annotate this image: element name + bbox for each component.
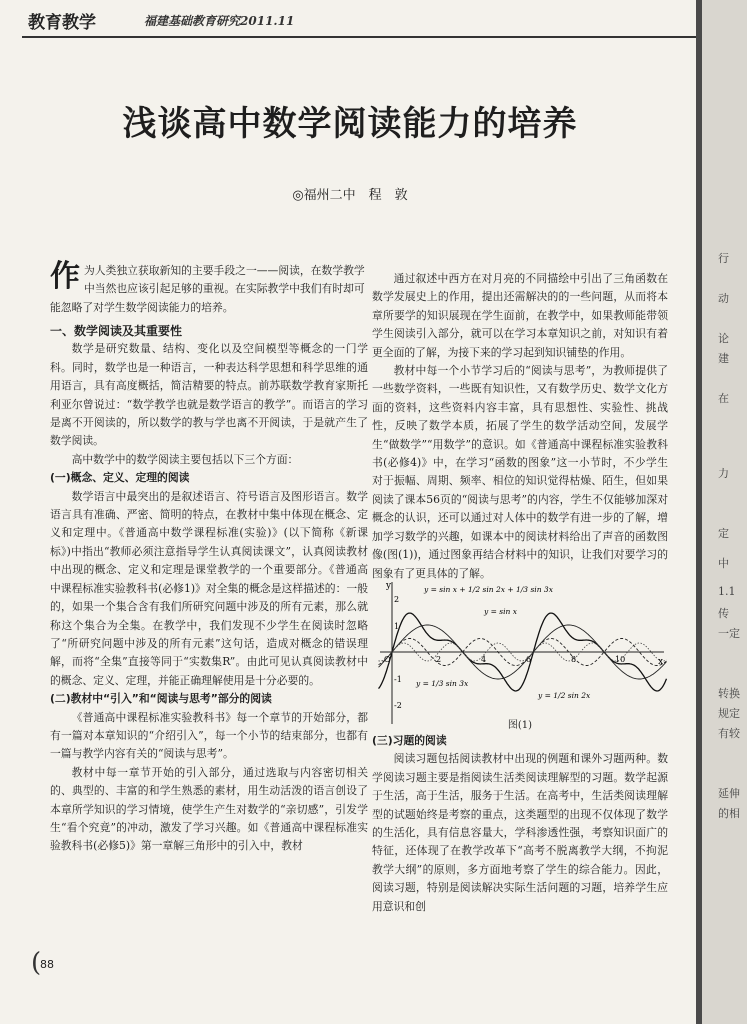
header-rule [22, 36, 698, 38]
curve-label: y = sin x + 1/2 sin 2x + 1/3 sin 3x [424, 585, 553, 594]
paragraph: 数学是研究数量、结构、变化以及空间模型等概念的一门学科。同时，数学也是一种语言，一种表达科学思想和科学思维的通用语言，具有高度概括，简洁精要的特点。前苏联数学教育家斯托利亚尔曾说过：“数学教学也就是数学语言的教学”。而语言的学习是离不开阅读的，所以数学的教与学也离不开阅读，于是就产生了数学阅读。 [50, 342, 368, 448]
subheading: (二)教材中“引入”和“阅读与思考”部分的阅读 [50, 692, 272, 706]
x-axis-label: x [658, 657, 664, 667]
subheading: (三)习题的阅读 [372, 734, 447, 747]
running-header [22, 6, 692, 36]
edge-fragment: 传 [718, 607, 729, 620]
article-title: 浅谈高中数学阅读能力的培养 [122, 104, 578, 144]
author-line: ◎福州二中 程 敦 [292, 188, 408, 203]
right-column-bottom [372, 732, 668, 916]
y-tick-label: 2 [394, 595, 400, 604]
paragraph: 教材中每一个小节学习后的“阅读与思考”，为教师提供了一些数学资料，一些既有知识性，又有数学历史、数学文化方面的资料，这些资料内容丰富，具有思想性、实验性、挑战性，反映了数学本质，拓展了学生的数学活动空间，发展学生“做数学”“用数学”的意识。如《普通高中课程标准实验教科书(必修4)》中，在学习“函数的图象”这一小节时，不少学生对于振幅、周期、频率、相位的知识觉得枯燥、陌生，但如果阅读了课本56页的“阅读与思考”的内容，学生不仅能够加深对概念的认识，还可以通过对人体中的数学有进一步的了解，增加学习数学的兴趣，如课本中的阅读材料给出了声音的函数图像(图(1))，通过图象再结合材料中的知识，让我们对要学习的图象有了更具体的了解。 [372, 364, 668, 580]
edge-fragment: 有较 [718, 727, 740, 740]
edge-fragment: 的相 [718, 807, 740, 820]
edge-fragment: 论 [718, 332, 729, 345]
x-tick-label: 2 [436, 655, 442, 664]
curve-label: y = 1/2 sin 2x [538, 691, 591, 700]
x-tick-label: 10 [615, 655, 626, 664]
subheading: (一)概念、定义、定理的阅读 [50, 471, 190, 485]
right-column-top [372, 270, 668, 583]
lead-text: 为人类独立获取新知的主要手段之一——阅读，在数学教学中当然也应该引起足够的重视。在实际教学中我们有时却可能忽略了对学生数学阅读能力的培养。 [50, 264, 365, 314]
curve-label: y = 1/3 sin 3x [416, 679, 469, 688]
paragraph: 教材中每一章节开始的引入部分，通过选取与内容密切相关的、典型的、丰富的和学生熟悉的素材，用生动活泼的语言创设了本章所学知识的学习情境，使学生产生对数学的“亲切感”，引发学生“看个究竟”的冲动，激发了学习兴趣。如《普通高中课程标准实验教科书(必修5)》第一章解三角形中的引入中，教材 [50, 765, 368, 853]
edge-fragment: 转换 [718, 687, 740, 700]
left-column [50, 322, 368, 856]
edge-fragment: 力 [718, 467, 729, 480]
edge-fragment: 1.1 [718, 585, 736, 598]
figure-caption: 图(1) [507, 720, 533, 731]
origin-label: O [384, 655, 391, 664]
x-tick-label: 8 [571, 655, 577, 664]
lead-paragraph [50, 259, 368, 317]
y-tick-label: 1 [394, 622, 400, 631]
curve-label: y = sin x [484, 607, 517, 616]
edge-fragment: 延伸 [718, 787, 740, 800]
x-tick-label: 6 [526, 655, 532, 664]
edge-fragment: 一定 [718, 627, 740, 640]
edge-fragment: 规定 [718, 707, 740, 720]
edge-fragment: 在 [718, 392, 729, 405]
edge-fragment: 中 [718, 557, 729, 570]
page-number-bracket: ( [31, 948, 42, 978]
edge-fragment: 定 [718, 527, 729, 540]
edge-fragment: 动 [718, 292, 729, 305]
binding-shadow [696, 0, 702, 1024]
paragraph: 《普通高中课程标准实验教科书》每一个章节的开始部分，都有一篇对本章知识的“介绍引入”，每一个小节的结束部分，也都有一篇与教学内容有关的“阅读与思考”。 [50, 710, 368, 761]
page-number: 88 [40, 958, 54, 971]
sound-function-figure [372, 578, 668, 728]
paragraph: 数学语言中最突出的是叙述语言、符号语言及图形语言。数学语言具有准确、严密、简明的特点，在教材中集中体现在概念、定义和定理中。《普通高中数学课程标准(实验)》(以下简称《新课标》)中指出“教师必须注意指导学生认真阅读课文”，认真阅读教材中出现的概念、定义和定理是课堂教学的一个重要部分。《普通高中课程标准实验教科书(必修1)》对全集的概念是这样描述的：一般的，如果一个集合含有我们所研究问题中涉及的所有元素，那么就称这个集合为全集。在教学中，我们发现不少学生在阅读时忽略了“所研究问题中涉及的所有元素”这句话，造成对概念的错误理解，而将“全集”直接等同于“实数集R”。由此可见认真阅读教材中的概念、定义、定理，并能正确理解使用是十分必要的。 [50, 489, 368, 687]
edge-fragment: 建 [718, 352, 729, 365]
y-axis-label: y [386, 581, 392, 591]
paragraph: 通过叙述中西方在对月亮的不同描绘中引出了三角函数在数学发展史上的作用，提出还需解决的的一些问题，从而将本章所要学的知识展现在学生面前，在教学中，如果教师能带领学生阅读引入部分，就可以在学习本章知识之前，对知识有着更全面的了解，为接下来的学习起到知识铺垫的作用。 [372, 272, 668, 359]
y-tick-label: -2 [394, 701, 402, 710]
edge-fragment: 行 [718, 252, 729, 265]
y-tick-label: -1 [394, 675, 402, 684]
heading-1: 一、数学阅读及其重要性 [50, 324, 183, 338]
journal-name: 福建基础教育研究2011.11 [144, 14, 295, 28]
paragraph: 阅读习题包括阅读教材中出现的例题和课外习题两种。数学阅读习题主要是指阅读生活类阅读理解型的习题。数学起源于生活，高于生活，服务于生活。在高考中，生活类阅读理解型的试题始终是考察的重点，这类题型的出现不仅体现了数学的生活化，具有信息容量大，学科渗透性强，考察知识面广的特征，还体现了在教学改革下“高考不脱离教学大纲，不拘泥教学大纲”的原则，多方面地考察了学生的综合能力。因此，阅读习题，特别是阅读解决实际生活问题的习题，培养学生应用意识和创 [372, 752, 668, 913]
facing-page-edge [696, 0, 747, 1024]
paragraph: 高中数学中的数学阅读主要包括以下三个方面： [71, 452, 299, 466]
x-tick-label: 4 [481, 655, 487, 664]
section-tag: 教育教学 [28, 13, 96, 33]
drop-cap: 作 [50, 259, 80, 294]
